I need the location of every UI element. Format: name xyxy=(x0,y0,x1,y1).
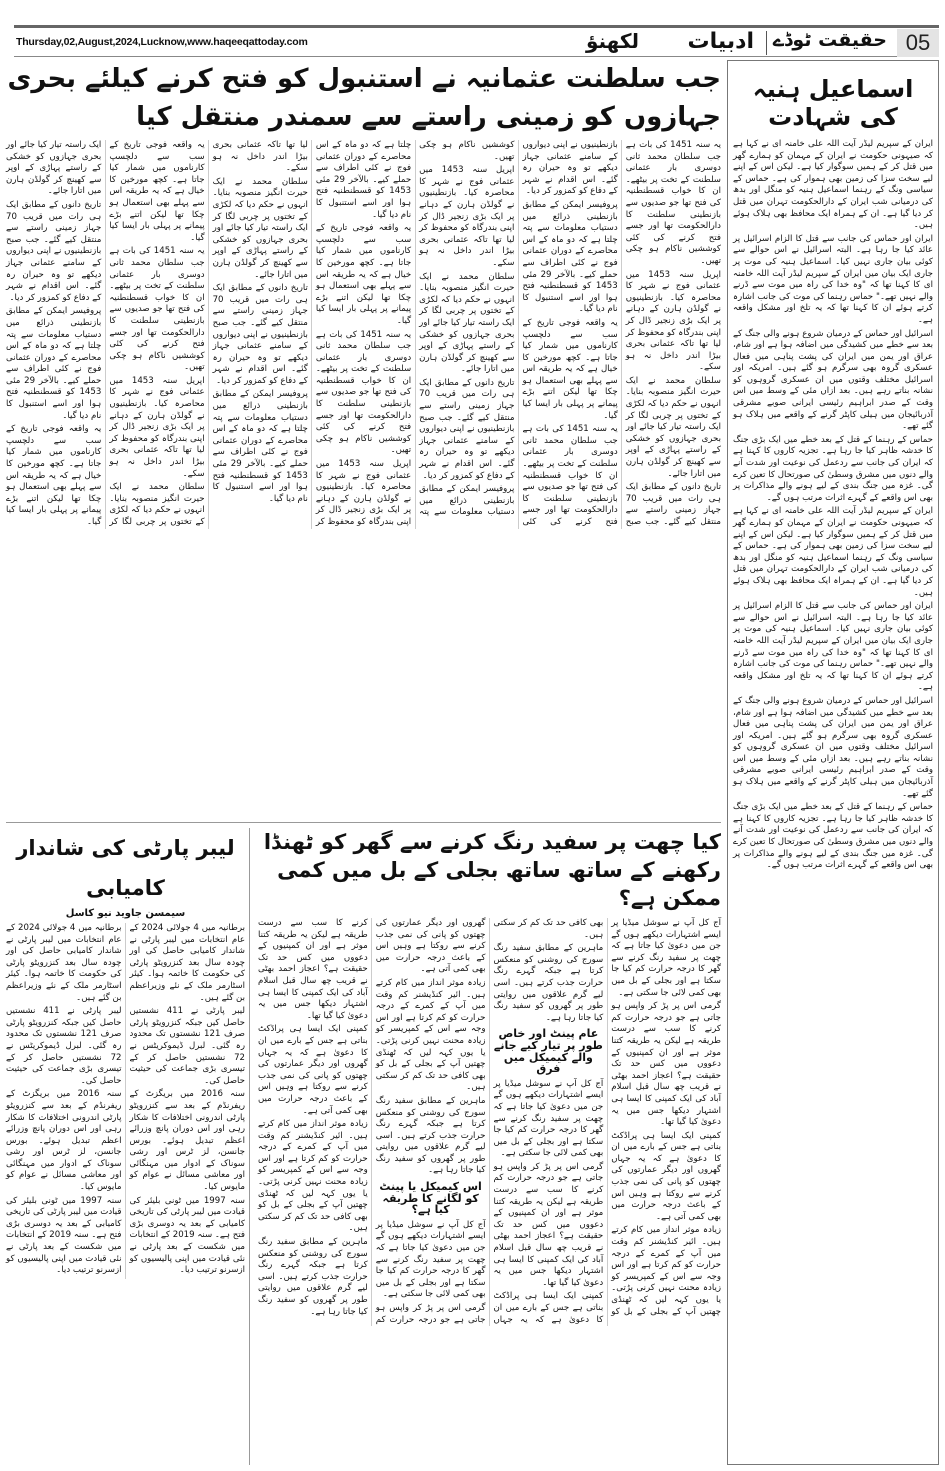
paragraph: حماس کے رہنما کے قتل کے بعد خطے میں ایک بڑی جنگ کا خدشہ ظاہر کیا جا رہا ہے۔ تجزیہ کاروں کا کہنا ہے کہ ایران کی جانب سے ردعمل کی نوعیت اور شدت آنے والے دنوں میں مشرق وسطیٰ کی صورتحال کا تعین کرے گی۔ غزہ میں جنگ بندی کے لیے ہونے والے مذاکرات پر بھی اس واقعے کے گہرے اثرات مرتب ہوں گے۔ xyxy=(733,434,933,503)
paragraph: سنہ 1997 میں ٹونی بلیئر کی قیادت میں لیبر پارٹی کی تاریخی کامیابی کے بعد یہ دوسری بڑی فتح ہے۔ سنہ 2019 کے انتخابات میں شکست کے بعد پارٹی نے نئی قیادت میں اپنی پالیسیوں کو ازسرنو ترتیب دیا۔ xyxy=(6,1195,122,1276)
paragraph: ایران اور حماس کی جانب سے قتل کا الزام اسرائیل پر عائد کیا جا رہا ہے۔ البتہ اسرائیل نے اس حوالے سے کوئی بیان جاری نہیں کیا۔ اسماعیل ہنیہ کی موت پر جاری ایک بیان میں ایران کے سپریم لیڈر آیت اللہ خامنہ ای کا کہنا تھا کہ "وہ خدا کی راہ میں موت سے ڈرنے والے نہیں تھے۔" حماس رہنما کی موت کی جانب اشارہ کرتے ہوئے ان کا کہنا تھا کہ یہ تلخ اور مشکل واقعہ ہے۔ xyxy=(733,601,933,693)
paragraph: سلطان محمد نے ایک حیرت انگیز منصوبہ بنایا۔ انہوں نے حکم دیا کہ لکڑی کے تختوں پر چربی لگا کر ایک راستہ تیار کیا جائے اور بحری جہازوں کو خشکی کے راستے پہاڑی کے اوپر سے کھینچ کر گولڈن ہارن میں اتارا جائے۔ xyxy=(419,271,515,375)
paragraph: اپریل سنہ 1453 میں عثمانی فوج نے شہر کا محاصرہ کیا۔ بازنطینیوں نے گولڈن ہارن کے دہانے پر ایک بڑی زنجیر ڈال کر اپنی بندرگاہ کو محفوظ کر لیا تھا تاکہ عثمانی بحری بیڑا اندر داخل نہ ہو سکے۔ xyxy=(109,375,205,479)
sidebar-article xyxy=(727,60,939,1465)
paragraph: حماس کے رہنما کے قتل کے بعد خطے میں ایک بڑی جنگ کا خدشہ ظاہر کیا جا رہا ہے۔ تجزیہ کاروں کا کہنا ہے کہ ایران کی جانب سے ردعمل کی نوعیت اور شدت آنے والے دنوں میں مشرق وسطیٰ کی صورتحال کا تعین کرے گی۔ غزہ میں جنگ بندی کے لیے ہونے والے مذاکرات پر بھی اس واقعے کے گہرے اثرات مرتب ہوں گے۔ xyxy=(733,802,933,871)
paragraph: یہ سنہ 1451 کی بات ہے جب سلطان محمد ثانی دوسری بار عثمانی سلطنت کے تخت پر بیٹھے۔ ان کا خواب قسطنطنیہ کی فتح تھا جو صدیوں سے بازنطینی سلطنت کا دارالحکومت تھا اور جسے فتح کرنے کی کئی کوششیں ناکام ہو چکی تھیں۔ xyxy=(315,329,412,456)
sidebar-body xyxy=(733,139,933,872)
roof-article xyxy=(258,828,721,1326)
header-rule xyxy=(14,25,939,28)
main-body xyxy=(6,140,721,529)
paragraph: پروفیسر ایمکن کے مطابق بازنطینی ذرائع میں دستیاب معلومات سے پتہ چلتا ہے کہ دو ماہ کے اس محاصرے کے دوران عثمانی فوج نے کئی اطراف سے حملے کیے۔ بالآخر 29 مئی 1453 کو قسطنطنیہ فتح ہوا اور اسے استنبول کا نام دیا گیا۔ xyxy=(6,306,102,421)
paragraph: اسرائیل اور حماس کے درمیان شروع ہونے والی جنگ کے بعد سے خطے میں کشیدگی میں اضافہ ہوا ہے اور شام، عراق اور یمن میں ایران کی پشت پناہی میں فعال عسکری گروہ بھی سرگرم ہو گئے ہیں۔ امریکہ اور اسرائیل مختلف وقتوں میں ان عسکری گروہوں کو نشانہ بناتے رہے ہیں۔ بعد ازاں مئی کے وسط میں اس وقت کے صدر ابراہیم رئیسی ایرانی صوبے مشرقی آذربائیجان میں ہیلی کاپٹر گرنے کے واقعے میں ہلاک ہو گئے تھے۔ xyxy=(733,328,933,432)
paragraph: آج کل آپ نے سوشل میڈیا پر ایسے اشتہارات دیکھے ہوں گے جن میں دعویٰ کیا جاتا ہے کہ چھت پر سفید رنگ کرنے سے گھر کا درجہ حرارت کم کیا جا سکتا ہے اور بجلی کے بل میں بھی کمی لائی جا سکتی ہے۔ xyxy=(611,918,721,998)
paragraph: تاریخ دانوں کے مطابق ایک ہی رات میں قریب 70 جہاز زمینی راستے سے منتقل کیے گئے۔ جب صبح بازنطینیوں نے اپنی دیواروں کے سامنے عثمانی جہاز دیکھے تو وہ حیران رہ گئے۔ اس اقدام نے شہر کے دفاع کو کمزور کر دیا۔ xyxy=(522,140,721,527)
divider xyxy=(766,31,767,55)
paragraph: سلطان محمد نے ایک حیرت انگیز منصوبہ بنایا۔ انہوں نے حکم دیا کہ لکڑی کے تختوں پر چربی لگا کر ایک راستہ تیار کیا جائے اور بحری جہازوں کو خشکی کے راستے پہاڑی کے اوپر سے کھینچ کر گولڈن ہارن میں اتارا جائے۔ xyxy=(212,176,308,280)
paragraph: ایران کے سپریم لیڈر آیت اللہ علی خامنہ ای نے کہا ہے کہ صیہونی حکومت نے ایران کے مہمان کو ہمارے گھر میں قتل کر کے ہمیں سوگوار کیا ہے۔ لیکن اس کے اپنے لیے سخت سزا کی زمین بھی ہموار کی ہے۔ حماس کے سیاسی ونگ کے رہنما اسماعیل ہنیہ کو منگل اور بدھ کی درمیانی شب ایران کے دارالحکومت تہران میں قتل کر دیا گیا ہے۔ ان کے ہمراہ ایک محافظ بھی ہلاک ہوئے ہیں۔ xyxy=(733,139,933,231)
paragraph: سلطان محمد نے ایک حیرت انگیز منصوبہ بنایا۔ انہوں نے حکم دیا کہ لکڑی کے تختوں پر چربی لگا کر ایک راستہ تیار کیا جائے اور بحری جہازوں کو خشکی کے راستے پہاڑی کے اوپر سے کھینچ کر گولڈن ہارن میں اتارا جائے۔ xyxy=(6,140,205,527)
paragraph: پروفیسر ایمکن کے مطابق بازنطینی ذرائع میں دستیاب معلومات سے پتہ چلتا ہے کہ دو ماہ کے اس محاصرے کے دوران عثمانی فوج نے کئی اطراف سے حملے کیے۔ بالآخر 29 مئی 1453 کو قسطنطنیہ فتح ہوا اور اسے استنبول کا نام دیا گیا۔ xyxy=(315,140,515,518)
labour-body xyxy=(6,923,245,1279)
paragraph: سنہ 2016 میں بریگزٹ کے ریفرنڈم کے بعد سے کنزرویٹو پارٹی اندرونی اختلافات کا شکار رہی اور اس دوران پانچ وزرائے اعظم تبدیل ہوئے۔ بورس جانسن، لز ٹرس اور رشی سوناک کے ادوار میں مہنگائی اور معاشی مسائل نے عوام کو مایوس کیا۔ xyxy=(6,1089,122,1193)
paragraph: پروفیسر ایمکن کے مطابق بازنطینی ذرائع میں دستیاب معلومات سے پتہ چلتا ہے کہ دو ماہ کے اس محاصرے کے دوران عثمانی فوج نے کئی اطراف سے حملے کیے۔ بالآخر 29 مئی 1453 کو قسطنطنیہ فتح ہوا اور اسے استنبول کا نام دیا گیا۔ xyxy=(212,389,308,504)
paragraph: آج کل آپ نے سوشل میڈیا پر ایسے اشتہارات دیکھے ہوں گے جن میں دعویٰ کیا جاتا ہے کہ چھت پر سفید رنگ کرنے سے گھر کا درجہ حرارت کم کیا جا سکتا ہے اور بجلی کے بل میں بھی کمی لائی جا سکتی ہے۔ xyxy=(375,1219,486,1300)
paragraph: ماہرین کے مطابق سفید رنگ سورج کی روشنی کو منعکس کرتا ہے جبکہ گہرے رنگ حرارت جذب کرتے ہیں۔ اسی لیے گرم علاقوں میں روایتی طور پر گھروں کو سفید رنگ کیا جاتا رہا ہے۔ xyxy=(493,943,604,1023)
paragraph: یہ سنہ 1451 کی بات ہے جب سلطان محمد ثانی دوسری بار عثمانی سلطنت کے تخت پر بیٹھے۔ ان کا خواب قسطنطنیہ کی فتح تھا جو صدیوں سے بازنطینی سلطنت کا دارالحکومت تھا اور جسے فتح کرنے کی کئی کوششیں ناکام ہو چکی تھیں۔ xyxy=(419,140,618,527)
newspaper-logo: حقیقت ٹوڈے xyxy=(772,29,887,51)
main-headline: جب سلطنت عثمانیہ نے استنبول کو فتح کرنے کیلئے بحری جہازوں کو زمینی راستے سے سمندر منتقل کیا xyxy=(7,64,721,132)
page-number: 05 xyxy=(897,29,939,57)
paragraph: اپریل سنہ 1453 میں عثمانی فوج نے شہر کا محاصرہ کیا۔ بازنطینیوں نے گولڈن ہارن کے دہانے پر ایک بڑی زنجیر ڈال کر اپنی بندرگاہ کو محفوظ کر لیا تھا تاکہ عثمانی بحری بیڑا اندر داخل نہ ہو سکے۔ xyxy=(419,165,515,268)
labour-headline: لیبر پارٹی کی شاندار کامیابی xyxy=(16,836,235,900)
paragraph: ایران اور حماس کی جانب سے قتل کا الزام اسرائیل پر عائد کیا جا رہا ہے۔ البتہ اسرائیل نے اس حوالے سے کوئی بیان جاری نہیں کیا۔ اسماعیل ہنیہ کی موت پر جاری ایک بیان میں ایران کے سپریم لیڈر آیت اللہ خامنہ ای کا کہنا تھا کہ "وہ خدا کی راہ میں موت سے ڈرنے والے نہیں تھے۔" حماس رہنما کی موت کی جانب اشارہ کرتے ہوئے ان کا کہنا تھا کہ یہ تلخ اور مشکل واقعہ ہے۔ xyxy=(733,233,933,325)
section-title: ادبیات xyxy=(687,29,754,54)
paragraph: یہ واقعہ فوجی تاریخ کے سب سے دلچسپ کارناموں میں شمار کیا جاتا ہے۔ کچھ مورخین کا خیال ہے کہ یہ طریقہ اس سے پہلے بھی استعمال ہو چکا تھا لیکن اتنے بڑے پیمانے پر پہلی بار ایسا کیا گیا۔ xyxy=(109,140,205,243)
paragraph: ماہرین کے مطابق سفید رنگ سورج کی روشنی کو منعکس کرتا ہے جبکہ گہرے رنگ حرارت جذب کرتے ہیں۔ اسی لیے گرم علاقوں میں روایتی طور پر گھروں کو سفید رنگ کیا جاتا رہا ہے۔ xyxy=(258,1237,368,1317)
dateline: Thursday,02,August,2024,Lucknow,www.haqeeqattoday.com xyxy=(16,36,308,48)
roof-body xyxy=(258,918,721,1326)
main-article xyxy=(6,60,721,529)
paragraph: لیبر پارٹی نے 411 نشستیں حاصل کیں جبکہ کنزرویٹو پارٹی صرف 121 نشستوں تک محدود رہ گئی۔ لبرل ڈیموکریٹس نے 72 نشستیں حاصل کر کے تیسری بڑی جماعت کی حیثیت حاصل کی۔ xyxy=(6,1006,122,1086)
paragraph: اسرائیل اور حماس کے درمیان شروع ہونے والی جنگ کے بعد سے خطے میں کشیدگی میں اضافہ ہوا ہے اور شام، عراق اور یمن میں ایران کی پشت پناہی میں فعال عسکری گروہ بھی سرگرم ہو گئے ہیں۔ امریکہ اور اسرائیل مختلف وقتوں میں ان عسکری گروہوں کو نشانہ بناتے رہے ہیں۔ بعد ازاں مئی کے وسط میں اس وقت کے صدر ابراہیم رئیسی ایرانی صوبے مشرقی آذربائیجان میں ہیلی کاپٹر گرنے کے واقعے میں ہلاک ہو گئے تھے۔ xyxy=(733,695,933,799)
paragraph: یہ سنہ 1451 کی بات ہے جب سلطان محمد ثانی دوسری بار عثمانی سلطنت کے تخت پر بیٹھے۔ ان کا خواب قسطنطنیہ کی فتح تھا جو صدیوں سے بازنطینی سلطنت کا دارالحکومت تھا اور جسے فتح کرنے کی کئی کوششیں ناکام ہو چکی تھیں۔ xyxy=(109,246,205,373)
roof-headline: کیا چھت پر سفید رنگ کرنے سے گھر کو ٹھنڈا رکھنے کے ساتھ ساتھ بجلی کے بل میں کمی ممکن ہے؟ xyxy=(263,830,721,910)
paragraph: یہ واقعہ فوجی تاریخ کے سب سے دلچسپ کارناموں میں شمار کیا جاتا ہے۔ کچھ مورخین کا خیال ہے کہ یہ طریقہ اس سے پہلے بھی استعمال ہو چکا تھا لیکن اتنے بڑے پیمانے پر پہلی بار ایسا کیا گیا۔ xyxy=(6,424,102,527)
paragraph: سلطان محمد نے ایک حیرت انگیز منصوبہ بنایا۔ انہوں نے حکم دیا کہ لکڑی کے تختوں پر چربی لگا کر ایک راستہ تیار کیا جائے اور بحری جہازوں کو خشکی کے راستے پہاڑی کے اوپر سے کھینچ کر گولڈن ہارن میں اتارا جائے۔ xyxy=(625,375,721,479)
paragraph: یہ سنہ 1451 کی بات ہے جب سلطان محمد ثانی دوسری بار عثمانی سلطنت کے تخت پر بیٹھے۔ ان کا خواب قسطنطنیہ کی فتح تھا جو صدیوں سے بازنطینی سلطنت کا دارالحکومت تھا اور جسے فتح کرنے کی کئی کوششیں ناکام ہو چکی تھیں۔ xyxy=(625,140,721,266)
roof-subhead-2: اس کیمیکل یا پینٹ کو لگانے کا طریقہ کیا ہے؟ xyxy=(379,1180,482,1217)
paragraph: برطانیہ میں 4 جولائی 2024 کے عام انتخابات میں لیبر پارٹی نے شاندار کامیابی حاصل کی اور چودہ سال بعد کنزرویٹو پارٹی کی حکومت کا خاتمہ ہوا۔ کیئر اسٹارمر ملک کے نئے وزیراعظم بن گئے ہیں۔ xyxy=(129,923,246,1003)
page-header xyxy=(14,29,939,57)
divider xyxy=(6,822,721,823)
paragraph: کمپنی ایک ایسا ہی پراڈکٹ بناتی ہے جس کے بارے میں ان کا دعویٰ ہے کہ یہ جہاں گھروں اور دیگر عمارتوں کی چھتوں کو پانی کی نمی جذب کرنے سے روکتا ہے وہیں اس کے باعث درجہ حرارت میں بھی کمی آتی ہے۔ xyxy=(375,918,604,1325)
paragraph: تاریخ دانوں کے مطابق ایک ہی رات میں قریب 70 جہاز زمینی راستے سے منتقل کیے گئے۔ جب صبح بازنطینیوں نے اپنی دیواروں کے سامنے عثمانی جہاز دیکھے تو وہ حیران رہ گئے۔ اس اقدام نے شہر کے دفاع کو کمزور کر دیا۔ xyxy=(6,199,102,303)
paragraph: گرمی اس پر پڑ کر واپس ہو جاتی ہے جو درجہ حرارت کم کرنے کا سب سے درست طریقہ ہے لیکن یہ طریقہ کتنا موثر ہے اور ان کمپنیوں کے دعووں میں کس حد تک حقیقت ہے؟ اعجاز احمد بھٹی نے قریب چھ سال قبل اسلام آباد کی ایک کمپنی کا ایسا ہی اشتہار دیکھا جس میں یہ دعویٰ کیا گیا تھا۔ xyxy=(611,1001,721,1128)
paragraph: گرمی اس پر پڑ کر واپس ہو جاتی ہے جو درجہ حرارت کم کرنے کا سب سے درست طریقہ ہے لیکن یہ طریقہ کتنا موثر ہے اور ان کمپنیوں کے دعووں میں کس حد تک حقیقت ہے؟ اعجاز احمد بھٹی نے قریب چھ سال قبل اسلام آباد کی ایک کمپنی کا ایسا ہی اشتہار دیکھا جس میں یہ دعویٰ کیا گیا تھا۔ xyxy=(258,918,486,1325)
paragraph: کمپنی ایک ایسا ہی پراڈکٹ بناتی ہے جس کے بارے میں ان کا دعویٰ ہے کہ یہ جہاں گھروں اور دیگر عمارتوں کی چھتوں کو پانی کی نمی جذب کرنے سے روکتا ہے وہیں اس کے باعث درجہ حرارت میں بھی کمی آتی ہے۔ xyxy=(258,1024,368,1116)
sidebar-headline: اسماعیل ہنیہ کی شہادت xyxy=(752,75,914,131)
paragraph: کمپنی ایک ایسا ہی پراڈکٹ بناتی ہے جس کے بارے میں ان کا دعویٰ ہے کہ یہ جہاں گھروں اور دیگر عمارتوں کی چھتوں کو پانی کی نمی جذب کرنے سے روکتا ہے وہیں اس کے باعث درجہ حرارت میں بھی کمی آتی ہے۔ xyxy=(611,1130,721,1222)
roof-subhead-1: عام پینٹ اور خاص طور پر تیار کیے جانے والے کیمیکل میں فرق xyxy=(493,1027,603,1076)
paragraph: آج کل آپ نے سوشل میڈیا پر ایسے اشتہارات دیکھے ہوں گے جن میں دعویٰ کیا جاتا ہے کہ چھت پر سفید رنگ کرنے سے گھر کا درجہ حرارت کم کیا جا سکتا ہے اور بجلی کے بل میں بھی کمی لائی جا سکتی ہے۔ xyxy=(493,1078,604,1159)
paragraph: سنہ 2016 میں بریگزٹ کے ریفرنڈم کے بعد سے کنزرویٹو پارٹی اندرونی اختلافات کا شکار رہی اور اس دوران پانچ وزرائے اعظم تبدیل ہوئے۔ بورس جانسن، لز ٹرس اور رشی سوناک کے ادوار میں مہنگائی اور معاشی مسائل نے عوام کو مایوس کیا۔ xyxy=(129,1089,246,1193)
paragraph: یہ واقعہ فوجی تاریخ کے سب سے دلچسپ کارناموں میں شمار کیا جاتا ہے۔ کچھ مورخین کا خیال ہے کہ یہ طریقہ اس سے پہلے بھی استعمال ہو چکا تھا لیکن اتنے بڑے پیمانے پر پہلی بار ایسا کیا گیا۔ xyxy=(522,317,618,421)
paragraph: برطانیہ میں 4 جولائی 2024 کے عام انتخابات میں لیبر پارٹی نے شاندار کامیابی حاصل کی اور چودہ سال بعد کنزرویٹو پارٹی کی حکومت کا خاتمہ ہوا۔ کیئر اسٹارمر ملک کے نئے وزیراعظم بن گئے ہیں۔ xyxy=(6,923,122,1003)
city-name: لکھنؤ xyxy=(585,29,639,53)
labour-article xyxy=(6,828,250,1465)
paragraph: اپریل سنہ 1453 میں عثمانی فوج نے شہر کا محاصرہ کیا۔ بازنطینیوں نے گولڈن ہارن کے دہانے پر ایک بڑی زنجیر ڈال کر اپنی بندرگاہ کو محفوظ کر لیا تھا تاکہ عثمانی بحری بیڑا اندر داخل نہ ہو سکے۔ xyxy=(212,140,412,527)
paragraph: تاریخ دانوں کے مطابق ایک ہی رات میں قریب 70 جہاز زمینی راستے سے منتقل کیے گئے۔ جب صبح بازنطینیوں نے اپنی دیواروں کے سامنے عثمانی جہاز دیکھے تو وہ حیران رہ گئے۔ اس اقدام نے شہر کے دفاع کو کمزور کر دیا۔ xyxy=(212,283,308,386)
paragraph: زیادہ موثر انداز میں کام کرتے ہیں۔ ائیر کنڈیشنر کم وقت میں آپ کے کمرے کے درجہ حرارت کو کم کرتا ہے اور اس وجہ سے اس کے کمپریسر کو زیادہ محنت نہیں کرنی پڑتی۔ یا یوں کہہ لیں کہ ٹھنڈی چھتیں آپ کے بجلی کے بل کو بھی کافی حد تک کم کر سکتی ہیں۔ xyxy=(493,918,721,1317)
paragraph: تاریخ دانوں کے مطابق ایک ہی رات میں قریب 70 جہاز زمینی راستے سے منتقل کیے گئے۔ جب صبح بازنطینیوں نے اپنی دیواروں کے سامنے عثمانی جہاز دیکھے تو وہ حیران رہ گئے۔ اس اقدام نے شہر کے دفاع کو کمزور کر دیا۔ xyxy=(419,377,515,481)
paragraph: زیادہ موثر انداز میں کام کرتے ہیں۔ ائیر کنڈیشنر کم وقت میں آپ کے کمرے کے درجہ حرارت کو کم کرتا ہے اور اس وجہ سے اس کے کمپریسر کو زیادہ محنت نہیں کرنی پڑتی۔ یا یوں کہہ لیں کہ ٹھنڈی چھتیں آپ کے بجلی کے بل کو بھی کافی حد تک کم کر سکتی ہیں۔ xyxy=(375,977,486,1093)
paragraph: لیبر پارٹی نے 411 نشستیں حاصل کیں جبکہ کنزرویٹو پارٹی صرف 121 نشستوں تک محدود رہ گئی۔ لبرل ڈیموکریٹس نے 72 نشستیں حاصل کر کے تیسری بڑی جماعت کی حیثیت حاصل کی۔ xyxy=(129,1006,246,1086)
paragraph: ماہرین کے مطابق سفید رنگ سورج کی روشنی کو منعکس کرتا ہے جبکہ گہرے رنگ حرارت جذب کرتے ہیں۔ اسی لیے گرم علاقوں میں روایتی طور پر گھروں کو سفید رنگ کیا جاتا رہا ہے۔ xyxy=(375,1095,486,1176)
paragraph: پروفیسر ایمکن کے مطابق بازنطینی ذرائع میں دستیاب معلومات سے پتہ چلتا ہے کہ دو ماہ کے اس محاصرے کے دوران عثمانی فوج نے کئی اطراف سے حملے کیے۔ بالآخر 29 مئی 1453 کو قسطنطنیہ فتح ہوا اور اسے استنبول کا نام دیا گیا۔ xyxy=(522,199,618,315)
paragraph: گرمی اس پر پڑ کر واپس ہو جاتی ہے جو درجہ حرارت کم کرنے کا سب سے درست طریقہ ہے لیکن یہ طریقہ کتنا موثر ہے اور ان کمپنیوں کے دعووں میں کس حد تک حقیقت ہے؟ اعجاز احمد بھٹی نے قریب چھ سال قبل اسلام آباد کی ایک کمپنی کا ایسا ہی اشتہار دیکھا جس میں یہ دعویٰ کیا گیا تھا۔ xyxy=(493,1161,604,1288)
byline: سیمسن جاوید نیو کاسل xyxy=(65,908,186,919)
paragraph: سنہ 1997 میں ٹونی بلیئر کی قیادت میں لیبر پارٹی کی تاریخی کامیابی کے بعد یہ دوسری بڑی فتح ہے۔ سنہ 2019 کے انتخابات میں شکست کے بعد پارٹی نے نئی قیادت میں اپنی پالیسیوں کو ازسرنو ترتیب دیا۔ xyxy=(129,1195,245,1276)
paragraph: اپریل سنہ 1453 میں عثمانی فوج نے شہر کا محاصرہ کیا۔ بازنطینیوں نے گولڈن ہارن کے دہانے پر ایک بڑی زنجیر ڈال کر اپنی بندرگاہ کو محفوظ کر لیا تھا تاکہ عثمانی بحری بیڑا اندر داخل نہ ہو سکے۔ xyxy=(625,269,721,373)
paragraph: زیادہ موثر انداز میں کام کرتے ہیں۔ ائیر کنڈیشنر کم وقت میں آپ کے کمرے کے درجہ حرارت کو کم کرتا ہے اور اس وجہ سے اس کے کمپریسر کو زیادہ محنت نہیں کرنی پڑتی۔ یا یوں کہہ لیں کہ ٹھنڈی چھتیں آپ کے بجلی کے بل کو بھی کافی حد تک کم کر سکتی ہیں۔ xyxy=(258,1119,368,1234)
paragraph: یہ واقعہ فوجی تاریخ کے سب سے دلچسپ کارناموں میں شمار کیا جاتا ہے۔ کچھ مورخین کا خیال ہے کہ یہ طریقہ اس سے پہلے بھی استعمال ہو چکا تھا لیکن اتنے بڑے پیمانے پر پہلی بار ایسا کیا گیا۔ xyxy=(315,223,412,326)
paragraph: ایران کے سپریم لیڈر آیت اللہ علی خامنہ ای نے کہا ہے کہ صیہونی حکومت نے ایران کے مہمان کو ہمارے گھر میں قتل کر کے ہمیں سوگوار کیا ہے۔ لیکن اس کے اپنے لیے سخت سزا کی زمین بھی ہموار کی ہے۔ حماس کے سیاسی ونگ کے رہنما اسماعیل ہنیہ کو منگل اور بدھ کی درمیانی شب ایران کے دارالحکومت تہران میں قتل کر دیا گیا ہے۔ ان کے ہمراہ ایک محافظ بھی ہلاک ہوئے ہیں۔ xyxy=(733,506,933,598)
